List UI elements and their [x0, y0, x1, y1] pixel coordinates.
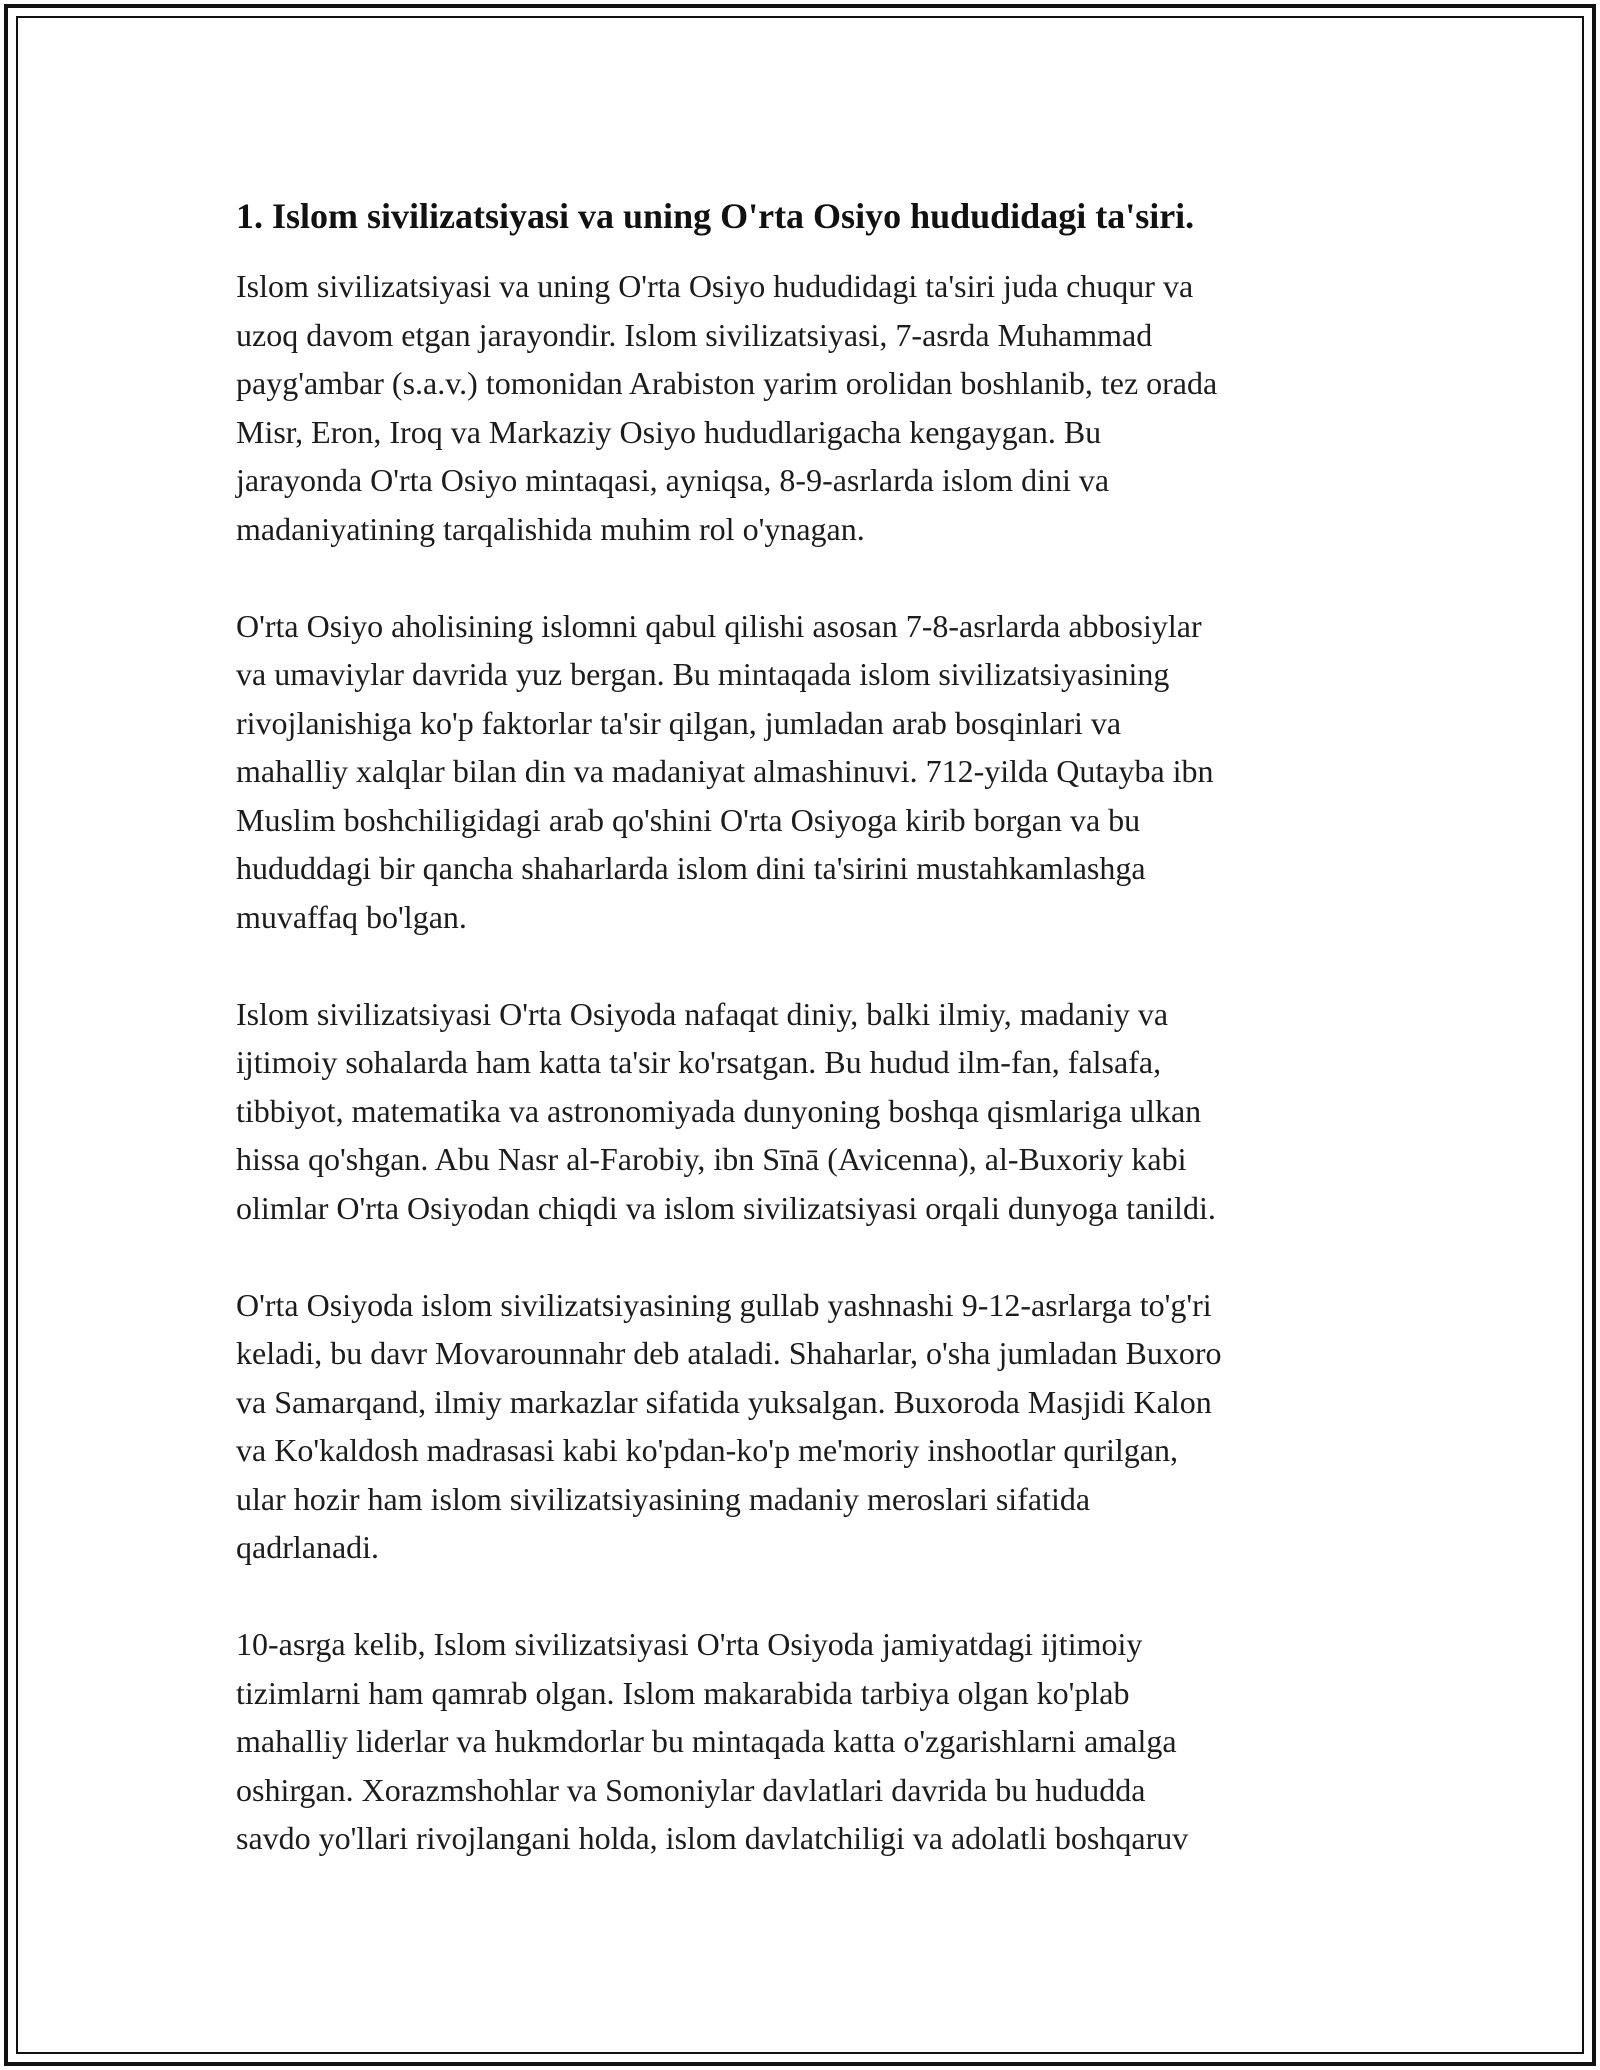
text-line: O'rta Osiyo aholisining islomni qabul qilishi asosan 7-8-asrlarda abbosiylar: [236, 607, 1202, 644]
text-line: 10-asrga kelib, Islom sivilizatsiyasi O'rta Osiyoda jamiyatdagi ijtimoiy: [236, 1626, 1143, 1662]
text-line: qadrlanadi.: [236, 1529, 380, 1565]
text-line: Islom sivilizatsiyasi va uning O'rta Osiyo hududidagi ta'siri juda chuqur va: [236, 268, 1194, 304]
paragraph-1: [236, 262, 1376, 553]
text-line: rivojlanishiga ko'p faktorlar ta'sir qilgan, jumladan arab bosqinlari va: [236, 704, 1122, 741]
text-line: oshirgan. Xorazmshohlar va Somoniylar davlatlari davrida bu hududda: [236, 1771, 1146, 1808]
text-line: mahalliy xalqlar bilan din va madaniyat almashinuvi. 712-yilda Qutayba ibn: [236, 753, 1214, 789]
text-line: O'rta Osiyoda islom sivilizatsiyasining gullab yashnashi 9-12-asrlarga to'g'ri: [236, 1286, 1212, 1323]
text-line: ular hozir ham islom sivilizatsiyasining madaniy meroslari sifatida: [236, 1480, 1091, 1517]
text-line: payg'ambar (s.a.v.) tomonidan Arabiston yarim orolidan boshlanib, tez orada: [236, 365, 1218, 401]
text-line: muvaffaq bo'lgan.: [236, 898, 467, 935]
paragraph-4: [236, 1281, 1376, 1572]
text-line: mahalliy liderlar va hukmdorlar bu mintaqada katta o'zgarishlarni amalga: [236, 1723, 1177, 1759]
text-line: uzoq davom etgan jarayondir. Islom sivilizatsiyasi, 7-asrda Muhammad: [236, 316, 1153, 353]
text-line: olimlar O'rta Osiyodan chiqdi va islom sivilizatsiyasi orqali dunyoga tanildi.: [236, 1189, 1216, 1226]
paragraph-3: [236, 990, 1376, 1233]
paragraph-2: [236, 602, 1376, 942]
text-line: tibbiyot, matematika va astronomiyada dunyoning boshqa qismlariga ulkan: [236, 1092, 1202, 1129]
text-line: hududdagi bir qancha shaharlarda islom dini ta'sirini mustahkamlashga: [236, 850, 1146, 886]
document-title: 1. Islom sivilizatsiyasi va uning O'rta Osiyo hududidagi ta'siri.: [236, 196, 1195, 236]
text-line: va umaviylar davrida yuz bergan. Bu mintaqada islom sivilizatsiyasining: [236, 656, 1170, 692]
text-line: savdo yo'llari rivojlangani holda, islom davlatchiligi va adolatli boshqaruv: [236, 1820, 1189, 1856]
text-line: jarayonda O'rta Osiyo mintaqasi, ayniqsa, 8-9-asrlarda islom dini va: [236, 462, 1110, 498]
text-line: madaniyatining tarqalishida muhim rol o'ynagan.: [236, 510, 865, 547]
text-line: hissa qo'shgan. Abu Nasr al-Farobiy, ibn Sīnā (Avicenna), al-Buxoriy kabi: [236, 1141, 1187, 1177]
text-line: Islom sivilizatsiyasi O'rta Osiyoda nafaqat diniy, balki ilmiy, madaniy va: [236, 995, 1169, 1032]
text-line: keladi, bu davr Movarounnahr deb ataladi. Shaharlar, o'sha jumladan Buxoro: [236, 1335, 1222, 1371]
text-line: Misr, Eron, Iroq va Markaziy Osiyo hududlarigacha kengaygan. Bu: [236, 413, 1102, 450]
text-line: va Ko'kaldosh madrasasi kabi ko'pdan-ko'p me'moriy inshootlar qurilgan,: [236, 1432, 1178, 1468]
text-line: ijtimoiy sohalarda ham katta ta'sir ko'rsatgan. Bu hudud ilm-fan, falsafa,: [236, 1044, 1162, 1080]
text-line: tizimlarni ham qamrab olgan. Islom makarabida tarbiya olgan ko'plab: [236, 1674, 1130, 1711]
text-line: va Samarqand, ilmiy markazlar sifatida yuksalgan. Buxoroda Masjidi Kalon: [236, 1383, 1212, 1420]
text-line: Muslim boshchiligidagi arab qo'shini O'rta Osiyoga kirib borgan va bu: [236, 801, 1141, 838]
document-body: [236, 190, 1376, 1911]
paragraph-5: [236, 1620, 1376, 1863]
